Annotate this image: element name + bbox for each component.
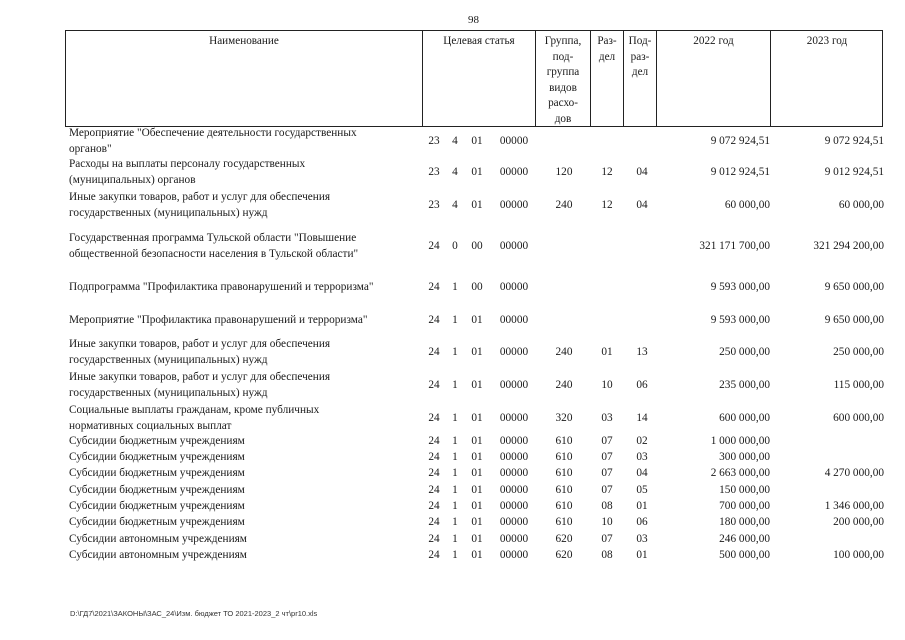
cell-b: 0 xyxy=(452,240,458,252)
header-name: Наименование xyxy=(209,35,279,47)
cell-b: 4 xyxy=(452,135,458,147)
cell-c: 01 xyxy=(471,484,483,496)
row-name xyxy=(69,337,421,368)
header-group-line: расхо- xyxy=(548,97,578,109)
cell-pod: 06 xyxy=(636,516,648,528)
cell-pod: 03 xyxy=(636,533,648,545)
cell-b: 1 xyxy=(452,281,458,293)
cell-grp: 620 xyxy=(555,533,573,545)
cell-razd: 07 xyxy=(601,467,613,479)
cell-a: 24 xyxy=(428,500,440,512)
cell-c: 01 xyxy=(471,346,483,358)
cell-y2022: 150 000,00 xyxy=(719,484,770,496)
cell-c: 01 xyxy=(471,135,483,147)
row-name xyxy=(69,370,421,401)
cell-a: 24 xyxy=(428,435,440,447)
cell-pod: 06 xyxy=(636,379,648,391)
row-name-line: Иные закупки товаров, работ и услуг для обеспечения xyxy=(69,191,331,203)
cell-y2022: 180 000,00 xyxy=(719,516,770,528)
cell-c: 00 xyxy=(471,240,483,252)
cell-d: 00000 xyxy=(499,412,529,424)
header-section-line: дел xyxy=(598,50,616,63)
cell-y2023: 1 346 000,00 xyxy=(824,500,884,512)
cell-grp: 240 xyxy=(555,346,573,358)
cell-b: 1 xyxy=(452,549,458,561)
header-group-line: видов xyxy=(549,81,577,94)
row-name xyxy=(69,231,421,262)
row-name-line: Расходы на выплаты персоналу государственных xyxy=(69,158,306,170)
file-path-footer: D:\ГД7\2021\ЗАКОНЫ\ЗАС_24\Изм. бюджет ТО 2021-2023_2 чт\pr10.xls xyxy=(70,609,318,618)
header-group-line: под- xyxy=(552,50,574,63)
cell-d: 00000 xyxy=(499,314,529,326)
cell-a: 23 xyxy=(428,199,440,211)
cell-grp: 320 xyxy=(555,412,573,424)
row-name-line: Субсидии бюджетным учреждениям xyxy=(69,435,245,447)
row-name xyxy=(69,515,421,531)
cell-y2023: 115 000,00 xyxy=(833,379,884,391)
cell-y2023: 4 270 000,00 xyxy=(824,467,884,479)
cell-d: 00000 xyxy=(499,435,529,447)
cell-b: 1 xyxy=(452,412,458,424)
row-name-line: государственных (муниципальных) нужд xyxy=(69,386,268,399)
cell-pod: 04 xyxy=(636,467,648,479)
header-section-line: Раз- xyxy=(597,35,617,47)
row-name-line: Мероприятие "Обеспечение деятельности государственных xyxy=(69,127,357,139)
row-name xyxy=(69,313,421,329)
cell-razd: 07 xyxy=(601,484,613,496)
cell-d: 00000 xyxy=(499,500,529,512)
cell-y2023: 600 000,00 xyxy=(833,412,884,424)
row-name-line: Субсидии бюджетным учреждениям xyxy=(69,467,245,479)
cell-y2022: 2 663 000,00 xyxy=(710,467,770,479)
cell-y2023: 9 650 000,00 xyxy=(824,281,884,293)
row-name xyxy=(69,466,421,482)
header-year-2022: 2022 год xyxy=(693,35,734,47)
cell-pod: 04 xyxy=(636,199,648,211)
page-number: 98 xyxy=(468,14,479,26)
cell-y2023: 100 000,00 xyxy=(833,549,884,561)
cell-d: 00000 xyxy=(499,451,529,463)
row-name xyxy=(69,403,421,434)
row-name xyxy=(69,532,421,548)
cell-pod: 14 xyxy=(636,412,648,424)
row-name-line: нормативных социальных выплат xyxy=(69,419,232,432)
row-name xyxy=(69,483,421,499)
row-name-line: органов" xyxy=(69,142,112,155)
cell-razd: 10 xyxy=(601,379,613,391)
cell-d: 00000 xyxy=(499,549,529,561)
cell-a: 24 xyxy=(428,549,440,561)
header-subsection-line: дел xyxy=(631,66,649,78)
cell-razd: 07 xyxy=(601,533,613,545)
cell-y2022: 9 012 924,51 xyxy=(710,166,770,178)
cell-pod: 13 xyxy=(636,346,648,358)
row-name-line: Государственная программа Тульской области "Повышение xyxy=(69,232,357,244)
cell-b: 1 xyxy=(452,500,458,512)
cell-grp: 620 xyxy=(555,549,573,561)
cell-b: 1 xyxy=(452,516,458,528)
cell-razd: 10 xyxy=(601,516,613,528)
cell-b: 1 xyxy=(452,533,458,545)
cell-b: 1 xyxy=(452,467,458,479)
row-name xyxy=(69,548,421,564)
cell-d: 00000 xyxy=(499,199,529,211)
cell-c: 01 xyxy=(471,435,483,447)
cell-b: 1 xyxy=(452,346,458,358)
cell-pod: 01 xyxy=(636,549,648,561)
header-group-line: дов xyxy=(554,112,572,125)
cell-y2022: 9 593 000,00 xyxy=(710,281,770,293)
cell-grp: 120 xyxy=(555,166,573,178)
cell-y2022: 321 171 700,00 xyxy=(699,240,770,252)
cell-d: 00000 xyxy=(499,379,529,391)
row-name-line: Субсидии бюджетным учреждениям xyxy=(69,451,245,463)
cell-c: 01 xyxy=(471,467,483,479)
row-name xyxy=(69,126,421,157)
cell-b: 1 xyxy=(452,314,458,326)
row-name xyxy=(69,450,421,466)
row-name-line: Субсидии бюджетным учреждениям xyxy=(69,484,245,496)
cell-pod: 03 xyxy=(636,451,648,463)
cell-pod: 01 xyxy=(636,500,648,512)
header-group-line: Группа, xyxy=(544,35,582,47)
cell-y2022: 246 000,00 xyxy=(719,533,770,545)
cell-y2023: 60 000,00 xyxy=(838,199,884,211)
cell-b: 1 xyxy=(452,484,458,496)
row-name-line: Иные закупки товаров, работ и услуг для обеспечения xyxy=(69,371,331,383)
cell-y2023: 321 294 200,00 xyxy=(813,240,884,252)
cell-y2023: 250 000,00 xyxy=(833,346,884,358)
header-group-line: группа xyxy=(546,66,580,78)
cell-d: 00000 xyxy=(499,533,529,545)
cell-c: 01 xyxy=(471,516,483,528)
cell-pod: 02 xyxy=(636,435,648,447)
header-year-2023: 2023 год xyxy=(806,35,848,47)
cell-d: 00000 xyxy=(499,516,529,528)
cell-y2022: 9 593 000,00 xyxy=(710,314,770,326)
cell-a: 23 xyxy=(428,166,440,178)
cell-razd: 01 xyxy=(601,346,613,358)
row-name-line: Подпрограмма "Профилактика правонарушений и терроризма" xyxy=(69,281,374,293)
cell-grp: 240 xyxy=(555,379,573,391)
cell-a: 24 xyxy=(428,346,440,358)
cell-c: 01 xyxy=(471,314,483,326)
cell-pod: 05 xyxy=(636,484,648,496)
cell-d: 00000 xyxy=(499,346,529,358)
row-name-line: Субсидии бюджетным учреждениям xyxy=(69,516,245,528)
cell-a: 24 xyxy=(428,379,440,391)
cell-c: 01 xyxy=(471,533,483,545)
cell-a: 24 xyxy=(428,451,440,463)
row-name-line: Социальные выплаты гражданам, кроме публичных xyxy=(69,404,320,416)
header-subsection-line: раз- xyxy=(630,50,650,63)
header-target-article: Целевая статья xyxy=(443,35,515,47)
row-name-line: общественной безопасности населения в Тульской области" xyxy=(69,247,359,260)
cell-c: 01 xyxy=(471,166,483,178)
cell-b: 1 xyxy=(452,451,458,463)
cell-b: 4 xyxy=(452,166,458,178)
cell-d: 00000 xyxy=(499,484,529,496)
cell-a: 23 xyxy=(428,135,440,147)
cell-razd: 08 xyxy=(601,500,613,512)
row-name xyxy=(69,190,421,221)
cell-d: 00000 xyxy=(499,281,529,293)
cell-razd: 07 xyxy=(601,435,613,447)
cell-razd: 07 xyxy=(601,451,613,463)
cell-grp: 610 xyxy=(555,484,573,496)
row-name xyxy=(69,157,421,188)
cell-grp: 610 xyxy=(555,516,573,528)
row-name-line: (муниципальных) органов xyxy=(69,173,196,186)
cell-razd: 03 xyxy=(601,412,613,424)
cell-a: 24 xyxy=(428,314,440,326)
cell-a: 24 xyxy=(428,484,440,496)
cell-c: 00 xyxy=(471,281,483,293)
cell-y2022: 235 000,00 xyxy=(719,379,770,391)
cell-a: 24 xyxy=(428,533,440,545)
row-name xyxy=(69,280,421,296)
cell-y2023: 200 000,00 xyxy=(833,516,884,528)
cell-razd: 12 xyxy=(601,199,613,211)
cell-c: 01 xyxy=(471,379,483,391)
cell-y2022: 700 000,00 xyxy=(719,500,770,512)
cell-y2023: 9 072 924,51 xyxy=(824,135,884,147)
row-name-line: государственных (муниципальных) нужд xyxy=(69,353,268,366)
row-name xyxy=(69,499,421,515)
cell-c: 01 xyxy=(471,549,483,561)
cell-y2022: 9 072 924,51 xyxy=(710,135,770,147)
cell-y2022: 60 000,00 xyxy=(724,199,770,211)
cell-grp: 610 xyxy=(555,451,573,463)
row-name-line: Субсидии бюджетным учреждениям xyxy=(69,500,245,512)
cell-razd: 08 xyxy=(601,549,613,561)
cell-a: 24 xyxy=(428,516,440,528)
cell-y2023: 9 012 924,51 xyxy=(824,166,884,178)
row-name-line: государственных (муниципальных) нужд xyxy=(69,206,268,219)
cell-grp: 240 xyxy=(555,199,573,211)
cell-d: 00000 xyxy=(499,166,529,178)
cell-razd: 12 xyxy=(601,166,613,178)
header-subsection-line: Под- xyxy=(628,35,652,47)
cell-c: 01 xyxy=(471,199,483,211)
cell-y2022: 300 000,00 xyxy=(719,451,770,463)
cell-b: 1 xyxy=(452,435,458,447)
cell-a: 24 xyxy=(428,412,440,424)
row-name-line: Иные закупки товаров, работ и услуг для обеспечения xyxy=(69,338,331,350)
cell-d: 00000 xyxy=(499,240,529,252)
row-name-line: Субсидии автономным учреждениям xyxy=(69,533,247,545)
cell-c: 01 xyxy=(471,412,483,424)
cell-a: 24 xyxy=(428,467,440,479)
cell-grp: 610 xyxy=(555,467,573,479)
cell-c: 01 xyxy=(471,500,483,512)
cell-grp: 610 xyxy=(555,500,573,512)
cell-a: 24 xyxy=(428,281,440,293)
cell-y2022: 1 000 000,00 xyxy=(710,435,770,447)
cell-d: 00000 xyxy=(499,135,529,147)
cell-grp: 610 xyxy=(555,435,573,447)
cell-y2022: 250 000,00 xyxy=(719,346,770,358)
cell-y2023: 9 650 000,00 xyxy=(824,314,884,326)
cell-c: 01 xyxy=(471,451,483,463)
row-name-line: Субсидии автономным учреждениям xyxy=(69,549,247,561)
cell-y2022: 600 000,00 xyxy=(719,412,770,424)
cell-b: 1 xyxy=(452,379,458,391)
cell-b: 4 xyxy=(452,199,458,211)
row-name xyxy=(69,434,421,450)
cell-a: 24 xyxy=(428,240,440,252)
cell-d: 00000 xyxy=(499,467,529,479)
cell-pod: 04 xyxy=(636,166,648,178)
cell-y2022: 500 000,00 xyxy=(719,549,770,561)
row-name-line: Мероприятие "Профилактика правонарушений и терроризма" xyxy=(69,314,368,326)
